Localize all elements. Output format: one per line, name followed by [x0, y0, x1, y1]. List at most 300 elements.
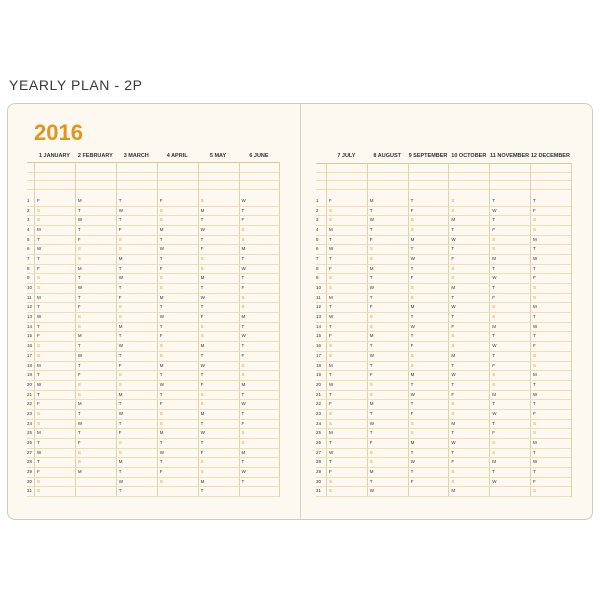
weekday-letter: F — [241, 352, 245, 358]
day-row-rule — [27, 244, 279, 245]
month-header: 4 APRIL — [166, 153, 188, 159]
weekday-letter: M — [37, 227, 41, 233]
weekday-letter: T — [451, 381, 455, 387]
day-row-rule — [27, 322, 279, 323]
weekday-letter: S — [329, 217, 333, 223]
day-number: 17 — [27, 352, 33, 358]
weekday-letter: S — [451, 333, 455, 339]
weekday-letter: T — [118, 468, 122, 474]
weekday-letter: W — [159, 246, 164, 252]
weekday-letter: T — [200, 217, 204, 223]
weekday-letter: M — [451, 488, 456, 494]
weekday-letter: S — [369, 391, 373, 397]
day-number: 20 — [316, 381, 322, 387]
day-row-rule — [316, 361, 571, 362]
weekday-letter: T — [492, 285, 495, 291]
day-number: 22 — [27, 401, 33, 407]
weekday-letter: T — [533, 198, 536, 203]
day-number: 8 — [27, 265, 30, 271]
weekday-letter: W — [77, 352, 83, 358]
day-row-rule — [27, 448, 279, 449]
day-number: 8 — [316, 265, 319, 271]
weekday-letter: M — [410, 304, 415, 310]
weekday-letter: M — [410, 372, 415, 378]
weekday-letter: F — [118, 362, 122, 368]
weekday-letter: W — [118, 343, 124, 349]
weekday-letter: M — [329, 430, 333, 436]
month-header: 10 OCTOBER — [451, 153, 487, 159]
weekday-letter: T — [451, 294, 455, 300]
weekday-letter: S — [200, 391, 204, 397]
day-number: 18 — [316, 362, 322, 368]
weekday-letter: S — [200, 198, 204, 203]
day-number: 10 — [316, 285, 322, 291]
weekday-letter: S — [159, 343, 163, 349]
day-number: 7 — [316, 256, 319, 262]
weekday-letter: W — [492, 410, 497, 416]
day-row-rule — [27, 428, 279, 429]
day-row-rule — [27, 399, 279, 400]
day-row-rule — [316, 399, 571, 400]
weekday-letter: S — [410, 227, 414, 233]
weekday-letter: T — [118, 352, 122, 358]
weekday-letter: S — [77, 246, 81, 252]
weekday-letter: T — [410, 246, 414, 252]
day-row-rule — [27, 419, 279, 420]
weekday-letter: F — [241, 217, 245, 223]
day-row-rule — [316, 215, 571, 216]
weekday-letter: T — [37, 439, 40, 445]
weekday-letter: S — [369, 256, 373, 262]
day-number: 13 — [27, 314, 33, 320]
weekday-letter: S — [492, 381, 496, 387]
weekday-letter: S — [329, 285, 333, 291]
day-row-rule — [316, 331, 571, 332]
weekday-letter: F — [410, 207, 414, 213]
weekday-letter: T — [241, 410, 245, 416]
weekday-letter: T — [77, 227, 81, 233]
weekday-letter: W — [159, 381, 164, 387]
weekday-letter: S — [77, 391, 81, 397]
day-row-rule — [316, 322, 571, 323]
year-title: 2016 — [34, 120, 83, 145]
weekday-letter: T — [533, 381, 536, 387]
weekday-letter: M — [492, 323, 496, 329]
weekday-letter: T — [369, 362, 373, 368]
weekday-letter: M — [241, 246, 246, 252]
weekday-letter: S — [329, 488, 333, 494]
day-row-rule — [316, 380, 571, 381]
weekday-letter: T — [241, 256, 245, 262]
day-row-rule — [316, 264, 571, 265]
day-row-rule — [316, 409, 571, 410]
weekday-letter: F — [159, 265, 163, 271]
day-row-rule — [316, 341, 571, 342]
day-number: 3 — [27, 217, 30, 223]
weekday-letter: T — [200, 304, 204, 310]
day-number: 12 — [27, 304, 33, 310]
day-row-rule — [316, 477, 571, 478]
day-number: 1 — [27, 198, 30, 203]
day-row-rule — [27, 477, 279, 478]
day-number: 2 — [27, 207, 30, 213]
weekday-letter: S — [37, 275, 41, 281]
weekday-letter: T — [492, 333, 495, 339]
weekday-letter: T — [118, 265, 122, 271]
weekday-letter: W — [369, 420, 375, 426]
weekday-letter: M — [369, 468, 374, 474]
weekday-letter: S — [200, 459, 204, 465]
day-number: 15 — [27, 333, 33, 339]
day-row-rule — [27, 302, 279, 303]
weekday-letter: T — [369, 343, 373, 349]
weekday-letter: F — [37, 265, 40, 271]
month-header: 3 MARCH — [123, 153, 149, 159]
day-row-rule — [316, 351, 571, 352]
weekday-letter: S — [118, 381, 122, 387]
weekday-letter: S — [533, 217, 537, 223]
weekday-letter: T — [37, 323, 40, 329]
weekday-letter: S — [451, 410, 455, 416]
weekday-letter: S — [369, 449, 373, 455]
day-number: 28 — [27, 459, 33, 465]
day-number: 26 — [27, 439, 33, 445]
day-number: 10 — [27, 285, 33, 291]
day-row-rule — [316, 273, 571, 274]
weekday-letter: S — [200, 468, 204, 474]
weekday-letter: S — [533, 488, 537, 494]
day-number: 27 — [27, 449, 33, 455]
day-number: 17 — [316, 352, 322, 358]
day-number: 11 — [27, 294, 32, 300]
day-number: 14 — [316, 323, 322, 329]
weekday-letter: W — [451, 236, 456, 242]
weekday-letter: M — [492, 256, 496, 262]
weekday-letter: T — [37, 256, 40, 262]
weekday-letter: S — [118, 372, 122, 378]
header-rule — [27, 162, 279, 163]
weekday-letter: T — [533, 401, 536, 407]
day-row-rule — [27, 361, 279, 362]
day-row-rule — [27, 312, 279, 313]
weekday-letter: W — [118, 478, 124, 484]
weekday-letter: S — [451, 478, 455, 484]
day-row-rule — [27, 206, 279, 207]
weekday-letter: W — [37, 381, 42, 387]
weekday-letter: M — [329, 227, 333, 233]
weekday-letter: M — [200, 478, 205, 484]
weekday-letter: T — [369, 294, 373, 300]
weekday-letter: T — [329, 459, 332, 465]
weekday-letter: S — [37, 285, 41, 291]
day-row-rule — [316, 457, 571, 458]
weekday-letter: F — [159, 198, 163, 203]
month-header: 6 JUNE — [249, 153, 269, 159]
weekday-letter: S — [410, 217, 414, 223]
weekday-letter: W — [118, 275, 124, 281]
day-number: 19 — [27, 372, 33, 378]
weekday-letter: S — [369, 323, 373, 329]
weekday-letter: W — [410, 459, 415, 465]
weekday-letter: S — [77, 323, 81, 329]
month-header: 11 NOVEMBER — [490, 153, 530, 159]
weekday-letter: M — [77, 333, 82, 339]
weekday-letter: S — [37, 410, 41, 416]
weekday-letter: S — [533, 430, 537, 436]
weekday-letter: M — [492, 459, 496, 465]
day-number: 25 — [316, 430, 322, 436]
weekday-letter: W — [369, 352, 375, 358]
weekday-letter: T — [329, 236, 332, 242]
day-number: 23 — [316, 410, 322, 416]
day-row-rule — [316, 419, 571, 420]
weekday-letter: W — [492, 478, 497, 484]
day-number: 24 — [316, 420, 322, 426]
day-row-rule — [27, 235, 279, 236]
column-divider — [279, 162, 280, 497]
weekday-letter: F — [37, 468, 40, 474]
day-number: 3 — [316, 217, 319, 223]
weekday-letter: W — [492, 343, 497, 349]
day-number: 5 — [27, 236, 30, 242]
weekday-letter: S — [159, 207, 163, 213]
day-row-rule — [316, 390, 571, 391]
weekday-letter: W — [241, 333, 246, 339]
weekday-letter: W — [329, 449, 334, 455]
weekday-letter: M — [451, 352, 456, 358]
day-number: 25 — [27, 430, 33, 436]
weekday-letter: W — [533, 459, 538, 465]
weekday-letter: S — [410, 362, 414, 368]
weekday-letter: W — [118, 410, 124, 416]
day-row-rule — [27, 467, 279, 468]
weekday-letter: F — [77, 236, 81, 242]
weekday-letter: T — [200, 352, 204, 358]
day-number: 18 — [27, 362, 33, 368]
weekday-letter: S — [410, 352, 414, 358]
weekday-letter: S — [241, 294, 245, 300]
weekday-letter: S — [159, 410, 163, 416]
weekday-letter: S — [37, 352, 41, 358]
weekday-letter: W — [329, 314, 334, 320]
weekday-letter: S — [492, 449, 496, 455]
weekday-letter: F — [369, 304, 373, 310]
weekday-letter: S — [533, 227, 537, 233]
weekday-letter: M — [200, 207, 205, 213]
weekday-letter: S — [329, 352, 333, 358]
day-row-rule — [316, 496, 571, 497]
weekday-letter: W — [451, 439, 456, 445]
weekday-letter: T — [37, 236, 40, 242]
weekday-letter: W — [329, 246, 334, 252]
weekday-letter: T — [77, 294, 81, 300]
weekday-letter: T — [77, 343, 81, 349]
weekday-letter: M — [159, 430, 164, 436]
weekday-letter: S — [241, 430, 245, 436]
weekday-letter: W — [37, 449, 42, 455]
day-number: 1 — [316, 198, 319, 203]
weekday-letter: F — [200, 381, 204, 387]
weekday-letter: W — [451, 304, 456, 310]
day-number: 13 — [316, 314, 322, 320]
day-number: 24 — [27, 420, 33, 426]
weekday-letter: F — [369, 439, 373, 445]
weekday-letter: S — [159, 217, 163, 223]
day-number: 4 — [27, 227, 30, 233]
day-row-rule — [27, 293, 279, 294]
weekday-letter: T — [451, 227, 455, 233]
weekday-letter: S — [410, 430, 414, 436]
weekday-letter: T — [369, 207, 373, 213]
weekday-letter: S — [200, 265, 204, 271]
weekday-letter: S — [533, 362, 537, 368]
weekday-letter: M — [451, 420, 456, 426]
weekday-letter: T — [200, 439, 204, 445]
weekday-letter: F — [118, 227, 122, 233]
weekday-letter: F — [410, 410, 414, 416]
weekday-letter: F — [77, 372, 81, 378]
weekday-letter: W — [77, 420, 83, 426]
weekday-letter: T — [369, 410, 373, 416]
weekday-letter: T — [159, 256, 163, 262]
weekday-letter: F — [533, 275, 536, 281]
day-number: 6 — [27, 246, 30, 252]
weekday-letter: T — [492, 401, 495, 407]
weekday-letter: F — [118, 430, 122, 436]
weekday-letter: W — [200, 430, 205, 436]
day-row-rule — [316, 438, 571, 439]
weekday-letter: W — [200, 227, 205, 233]
weekday-letter: F — [77, 439, 81, 445]
weekday-letter: W — [77, 217, 83, 223]
weekday-letter: W — [37, 314, 42, 320]
weekday-letter: S — [77, 459, 81, 465]
weekday-letter: W — [369, 285, 375, 291]
weekday-letter: M — [37, 430, 41, 436]
month-header: 9 SEPTEMBER — [408, 153, 448, 159]
weekday-letter: T — [241, 207, 245, 213]
weekday-letter: W — [77, 285, 83, 291]
weekday-letter: W — [329, 381, 334, 387]
weekday-letter: S — [492, 439, 496, 445]
note-rule — [316, 172, 571, 173]
day-number: 15 — [316, 333, 322, 339]
weekday-letter: F — [451, 256, 455, 262]
weekday-letter: S — [37, 343, 41, 349]
weekday-letter: S — [451, 265, 455, 271]
weekday-letter: T — [200, 285, 204, 291]
weekday-letter: W — [451, 372, 456, 378]
weekday-letter: T — [200, 420, 204, 426]
weekday-letter: T — [492, 265, 495, 271]
weekday-letter: F — [77, 304, 81, 310]
day-row-rule — [316, 244, 571, 245]
weekday-letter: T — [369, 275, 373, 281]
weekday-letter: T — [77, 275, 81, 281]
weekday-letter: M — [118, 459, 123, 465]
weekday-letter: S — [410, 420, 414, 426]
weekday-letter: S — [410, 294, 414, 300]
weekday-letter: S — [451, 198, 455, 203]
weekday-letter: W — [241, 468, 246, 474]
weekday-letter: F — [533, 410, 536, 416]
weekday-letter: F — [492, 430, 495, 436]
weekday-letter: M — [37, 362, 41, 368]
weekday-letter: S — [492, 372, 496, 378]
weekday-letter: F — [37, 198, 40, 203]
weekday-letter: T — [492, 468, 495, 474]
weekday-letter: S — [37, 420, 41, 426]
weekday-letter: S — [118, 246, 122, 252]
day-number: 29 — [27, 468, 33, 474]
weekday-letter: S — [451, 343, 455, 349]
weekday-letter: T — [159, 459, 163, 465]
weekday-letter: T — [77, 362, 81, 368]
weekday-letter: S — [241, 372, 245, 378]
day-number: 16 — [316, 343, 322, 349]
weekday-letter: F — [451, 323, 455, 329]
weekday-letter: M — [410, 236, 415, 242]
day-number: 2 — [316, 207, 319, 213]
weekday-letter: M — [451, 217, 456, 223]
weekday-letter: S — [533, 285, 537, 291]
weekday-letter: S — [241, 439, 245, 445]
day-number: 26 — [316, 439, 322, 445]
day-row-rule — [316, 448, 571, 449]
notebook-spine — [300, 104, 301, 519]
day-row-rule — [27, 283, 279, 284]
weekday-letter: T — [118, 217, 122, 223]
weekday-letter: W — [533, 256, 538, 262]
weekday-letter: T — [37, 459, 40, 465]
weekday-letter: F — [410, 343, 414, 349]
weekday-letter: F — [451, 391, 455, 397]
weekday-letter: M — [118, 391, 123, 397]
weekday-letter: T — [241, 323, 245, 329]
weekday-letter: W — [492, 275, 497, 281]
weekday-letter: T — [159, 323, 163, 329]
weekday-letter: T — [241, 275, 245, 281]
weekday-letter: T — [241, 391, 245, 397]
note-rule — [316, 189, 571, 190]
month-header: 5 MAY — [209, 153, 227, 159]
day-number: 31 — [27, 488, 33, 494]
day-row-rule — [27, 331, 279, 332]
weekday-letter: S — [451, 275, 455, 281]
weekday-letter: S — [118, 314, 122, 320]
weekday-letter: T — [118, 285, 122, 291]
weekday-letter: S — [329, 420, 333, 426]
weekday-letter: T — [329, 323, 332, 329]
weekday-letter: W — [369, 217, 375, 223]
day-row-rule — [27, 351, 279, 352]
weekday-letter: S — [369, 381, 373, 387]
weekday-letter: M — [533, 304, 537, 310]
weekday-letter: S — [241, 236, 245, 242]
weekday-letter: S — [159, 420, 163, 426]
weekday-letter: W — [492, 207, 497, 213]
weekday-letter: T — [369, 478, 373, 484]
day-row-rule — [316, 312, 571, 313]
weekday-letter: M — [159, 362, 164, 368]
weekday-letter: S — [329, 343, 333, 349]
weekday-letter: F — [533, 478, 536, 484]
weekday-letter: W — [159, 314, 164, 320]
weekday-letter: T — [533, 468, 536, 474]
weekday-letter: S — [37, 478, 41, 484]
day-row-rule — [27, 457, 279, 458]
day-number: 4 — [316, 227, 319, 233]
